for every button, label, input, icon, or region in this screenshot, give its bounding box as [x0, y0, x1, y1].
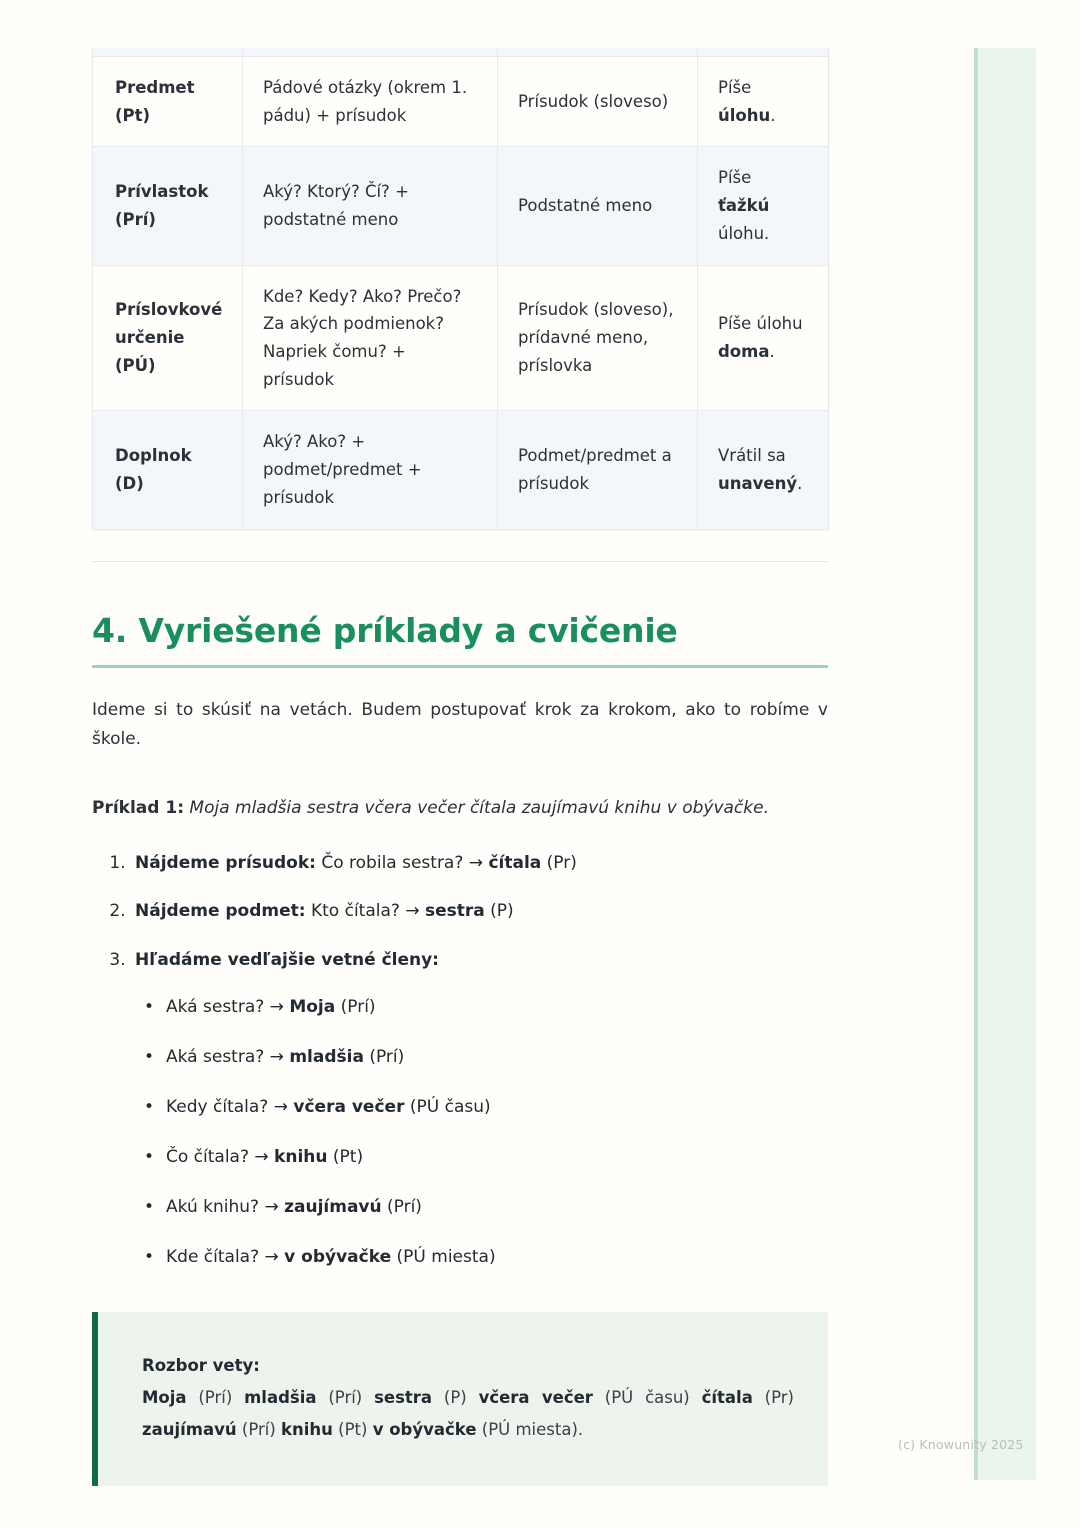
step-lead: Nájdeme podmet: — [135, 901, 306, 922]
sentence-parts-table — [92, 48, 829, 530]
part-name-text: Príslovkové určenie — [115, 300, 223, 348]
table-row — [93, 265, 829, 411]
copyright-watermark: (c) Knowunity 2025 — [898, 1437, 1024, 1452]
bullet-icon: • — [144, 1196, 155, 1217]
step-answer: sestra — [424, 901, 485, 922]
bullet-icon: • — [144, 997, 155, 1018]
sub-question: Kde čítala? → — [166, 1246, 285, 1267]
bullet-icon: • — [144, 1146, 155, 1167]
analysis-word: sestra — [374, 1387, 433, 1407]
bullet-icon: • — [144, 1047, 155, 1068]
grammar-table-container — [92, 0, 828, 530]
table-row-clipped — [93, 48, 829, 57]
analysis-tag: (Prí) — [186, 1387, 245, 1407]
table-body — [93, 48, 829, 529]
cell-example — [698, 265, 829, 411]
step-answer: čítala — [488, 852, 542, 873]
example-plain: Vrátil sa — [718, 446, 786, 466]
example-bold: doma — [718, 342, 770, 362]
list-item — [131, 946, 828, 1271]
example-bold: unavený — [718, 474, 798, 494]
bullet-icon: • — [144, 1097, 155, 1118]
example-line — [92, 794, 828, 823]
sub-answer: knihu — [274, 1146, 328, 1167]
cell-part-name — [93, 57, 243, 147]
part-name-text: Doplnok — [115, 446, 192, 466]
step-question: Čo robila sestra? → — [315, 852, 489, 873]
cell-part-name — [93, 411, 243, 529]
sub-question: Aká sestra? → — [166, 1047, 290, 1068]
list-item — [131, 897, 828, 926]
sub-question: Aká sestra? → — [166, 997, 290, 1018]
list-item — [144, 1043, 828, 1072]
part-abbr-text: (PÚ) — [115, 355, 156, 375]
sub-tag: (Prí) — [363, 1047, 405, 1068]
sub-question: Kedy čítala? → — [166, 1097, 294, 1118]
sub-answer: včera večer — [293, 1097, 405, 1118]
sentence-analysis-callout — [92, 1312, 828, 1487]
list-item — [144, 1143, 828, 1172]
sub-tag: (Prí) — [381, 1196, 422, 1217]
example-tail: . — [770, 105, 776, 125]
clipped-cell-0 — [93, 48, 243, 57]
analysis-word: mladšia — [244, 1387, 317, 1407]
sub-analysis-list — [135, 993, 828, 1271]
part-name-text: Predmet — [115, 78, 195, 97]
analysis-tag: (Prí) — [236, 1419, 282, 1439]
cell-questions: Kde? Kedy? Ako? Prečo? Za akých podmienok? Napriek čomu? + prísudok — [243, 265, 498, 411]
analysis-tag: (Pr) — [752, 1387, 794, 1407]
table-row — [93, 57, 829, 147]
example-tail: . — [769, 342, 775, 362]
step-question: Kto čítala? → — [305, 901, 425, 922]
sub-tag: (Prí) — [335, 997, 376, 1018]
cell-questions: Pádové otázky (okrem 1. pádu) + prísudok — [243, 57, 498, 147]
cell-binds: Podmet/predmet a prísudok — [498, 411, 698, 529]
step-tag: (Pr) — [541, 852, 577, 873]
part-abbr-text: (Prí) — [115, 210, 156, 230]
part-abbr-text: (Pt) — [115, 105, 151, 125]
step-tag: (P) — [484, 901, 514, 922]
step-lead: Nájdeme prísudok: — [135, 852, 316, 873]
part-name-text: Prívlastok — [115, 182, 209, 202]
sub-answer: zaujímavú — [284, 1196, 382, 1217]
table-row — [93, 411, 829, 529]
cell-example — [698, 411, 829, 529]
analysis-word: včera večer — [478, 1387, 593, 1407]
example-tail: úlohu. — [718, 223, 770, 243]
page-title: 4. Vyriešené príklady a cvičenie — [92, 611, 828, 669]
step-lead: Hľadáme vedľajšie vetné členy: — [135, 950, 439, 971]
cell-part-name — [93, 147, 243, 265]
cell-example — [698, 147, 829, 265]
example-bold: ťažkú — [718, 196, 770, 216]
analysis-tag: (PÚ času) — [592, 1387, 702, 1407]
analysis-word: Moja — [142, 1387, 187, 1407]
cell-questions: Aký? Ako? + podmet/predmet + prísudok — [243, 411, 498, 529]
sub-tag: (PÚ miesta) — [391, 1246, 496, 1267]
sub-answer: Moja — [289, 997, 336, 1018]
analysis-tag: (Pt) — [332, 1419, 373, 1439]
example-plain: Píše — [718, 168, 752, 188]
example-sentence: Moja mladšia sestra včera večer čítala zaujímavú knihu v obývačke. — [189, 797, 769, 818]
analysis-tag: (P) — [432, 1387, 479, 1407]
analysis-word: čítala — [701, 1387, 753, 1407]
clipped-cell-3 — [698, 48, 829, 57]
example-plain: Píše úlohu — [718, 314, 803, 334]
clipped-cell-2 — [498, 48, 698, 57]
sub-tag: (Pt) — [327, 1146, 364, 1167]
list-item — [131, 849, 828, 878]
analysis-word: v obývačke — [372, 1419, 477, 1439]
list-item — [144, 1243, 828, 1272]
callout-analysis — [142, 1382, 794, 1446]
analysis-word: zaujímavú — [142, 1419, 237, 1439]
right-decorative-strip — [974, 48, 1036, 1480]
table-row — [93, 147, 829, 265]
cell-binds: Podstatné meno — [498, 147, 698, 265]
analysis-tag: (Prí) — [316, 1387, 375, 1407]
document-page — [92, 0, 828, 1486]
analysis-steps-list — [92, 849, 828, 1272]
callout-title: Rozbor vety: — [142, 1355, 260, 1375]
part-abbr-text: (D) — [115, 474, 144, 494]
cell-binds: Prísudok (sloveso) — [498, 57, 698, 147]
cell-binds: Prísudok (sloveso), prídavné meno, príslovka — [498, 265, 698, 411]
cell-example — [698, 57, 829, 147]
example-plain: Píše — [718, 78, 752, 97]
example-label: Príklad 1: — [92, 797, 184, 818]
list-item — [144, 1093, 828, 1122]
sub-question: Čo čítala? → — [166, 1146, 275, 1167]
bullet-icon: • — [144, 1246, 155, 1267]
list-item — [144, 1193, 828, 1222]
sub-tag: (PÚ času) — [404, 1097, 491, 1118]
example-bold: úlohu — [718, 105, 771, 125]
section-divider — [92, 561, 828, 562]
analysis-tag: (PÚ miesta). — [476, 1419, 584, 1439]
example-tail: . — [797, 474, 803, 494]
cell-questions: Aký? Ktorý? Čí? + podstatné meno — [243, 147, 498, 265]
analysis-word: knihu — [281, 1419, 333, 1439]
sub-answer: v obývačke — [284, 1246, 392, 1267]
list-item — [144, 993, 828, 1022]
sub-answer: mladšia — [289, 1047, 364, 1068]
sub-question: Akú knihu? → — [166, 1196, 285, 1217]
cell-part-name — [93, 265, 243, 411]
intro-paragraph: Ideme si to skúsiť na vetách. Budem postupovať krok za krokom, ako to robíme v škole. — [92, 700, 828, 750]
clipped-cell-1 — [243, 48, 498, 57]
